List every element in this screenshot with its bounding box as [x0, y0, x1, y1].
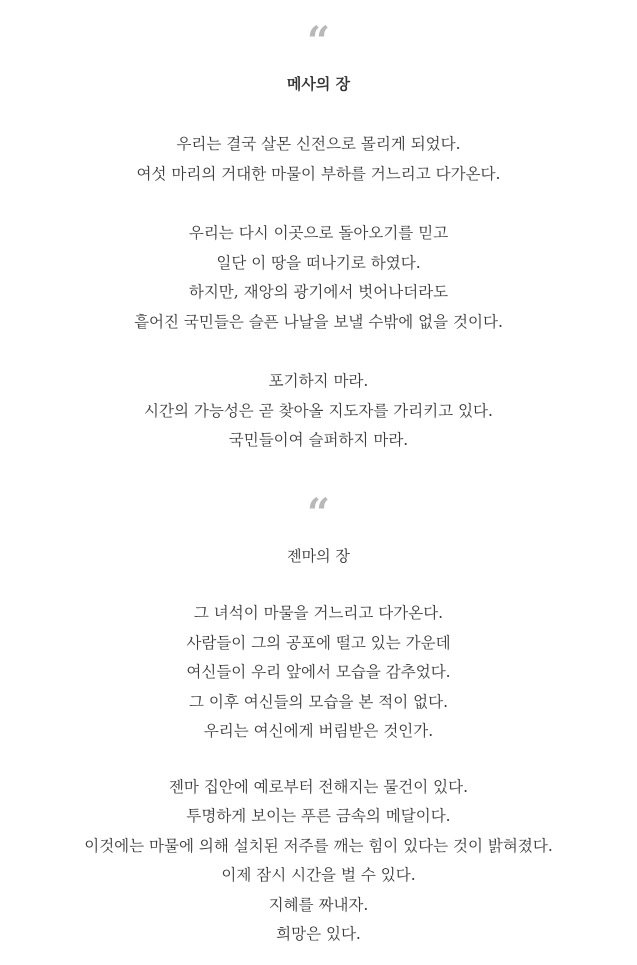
- stanza: [0, 367, 637, 456]
- poem-line: 여섯 마리의 거대한 마물이 부하를 거느리고 다가온다.: [136, 164, 501, 183]
- poem-line: 지혜를 짜내자.: [268, 895, 369, 914]
- poem-line: 그 녀석이 마물을 거느리고 다가온다.: [193, 604, 444, 622]
- poem-line: 그 이후 여신들의 모습을 본 적이 없다.: [188, 692, 449, 711]
- poem-line: 투명하게 보이는 푸른 금속의 메달이다.: [186, 807, 451, 825]
- poem-line: 우리는 여신에게 버림받은 것인가.: [203, 722, 434, 740]
- poem-line: 희망은 있다.: [276, 925, 361, 943]
- poem-line: 젠마 집안에 예로부터 전해지는 물건이 있다.: [168, 777, 469, 796]
- quote-icon: “: [306, 490, 330, 537]
- section-zenma: [0, 490, 637, 950]
- stanza: [0, 599, 637, 747]
- section-title: 메사의 장: [286, 75, 351, 93]
- poem-line: 하지만, 재앙의 광기에서 벗어나더라도: [188, 283, 449, 301]
- stanza: [0, 130, 637, 189]
- poem-line: 우리는 결국 살몬 신전으로 몰리게 되었다.: [176, 135, 461, 153]
- section-title: 젠마의 장: [287, 547, 350, 565]
- poem-line: 이것에는 마물에 의해 설치된 저주를 깨는 힘이 있다는 것이 밝혀졌다.: [84, 836, 553, 855]
- stanza: [0, 773, 637, 950]
- poem-line: 우리는 다시 이곳으로 돌아오기를 믿고: [188, 224, 449, 242]
- poem-line: 시간의 가능성은 곧 찾아올 지도자를 가리키고 있다.: [144, 401, 493, 420]
- quote-icon: “: [306, 18, 330, 65]
- poem-line: 여신들이 우리 앞에서 모습을 감추었다.: [186, 663, 451, 681]
- stanza: [0, 219, 637, 337]
- poem-line: 포기하지 마라.: [268, 372, 369, 390]
- poem-line: 국민들이여 슬퍼하지 마라.: [228, 431, 409, 449]
- poem-line: 사람들이 그의 공포에 떨고 있는 가운데: [186, 633, 451, 652]
- poem-line: 이제 잠시 시간을 벌 수 있다.: [221, 866, 416, 884]
- section-mesa: [0, 18, 637, 456]
- poem-line: 일단 이 땅을 떠나기로 하였다.: [216, 253, 421, 272]
- poem-line: 흩어진 국민들은 슬픈 나날을 보낼 수밖에 없을 것이다.: [134, 312, 503, 331]
